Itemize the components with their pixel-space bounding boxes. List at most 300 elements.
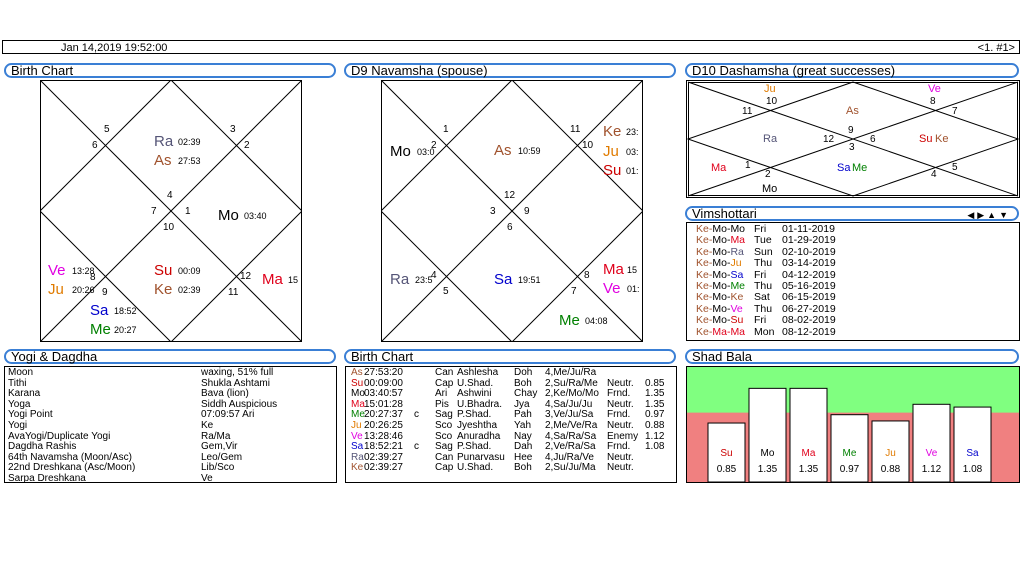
planet-mo: Mo (762, 183, 778, 195)
planet-ke: Ke (603, 123, 622, 140)
pada-syllable: Yah (514, 419, 532, 431)
degree: 20:27:37 (364, 409, 403, 421)
dasha-date: 02-10-2019 (782, 245, 836, 258)
planet: Me (351, 409, 365, 421)
planet-ve: Ve (928, 83, 941, 95)
dasha-lord: Ke (696, 245, 709, 258)
antara-lord: Ve (730, 302, 743, 315)
planet: Ra (351, 451, 364, 463)
planet-as-degree: 10:59 (518, 146, 541, 156)
lords: 4,Me/Ju/Ra (545, 367, 597, 378)
dasha-sep: - (708, 234, 713, 247)
dasha-sep: - (726, 291, 731, 304)
yogi-key: Yoga (8, 398, 31, 410)
dasha-lord: Ke (696, 257, 709, 270)
house-number: 9 (848, 125, 854, 136)
planet: Sa (351, 441, 364, 453)
yogi-row (8, 368, 336, 379)
yogi-row (8, 421, 336, 432)
yogi-key: 22nd Dreshkana (Asc/Moon) (8, 462, 136, 474)
bar-value-su: 0.85 (716, 464, 737, 475)
pada-syllable: Doh (514, 367, 533, 378)
house-number: 1 (185, 206, 191, 217)
yogi-value: Gem,Vir (201, 441, 238, 453)
table-row (351, 368, 676, 379)
dasha-row[interactable] (696, 258, 1019, 269)
yogi-row (8, 389, 336, 400)
relationship: Neutr. (607, 462, 634, 474)
yogi-row (8, 474, 336, 485)
dasha-sep: - (708, 268, 713, 281)
house-number: 4 (167, 190, 173, 201)
pada-syllable: Boh (514, 462, 532, 474)
house-number: 1 (745, 160, 751, 171)
birth-chart-header[interactable]: Birth Chart (4, 63, 336, 78)
house-number: 12 (240, 271, 252, 282)
dasha-lord: Ke (696, 234, 709, 247)
pada-syllable: Jya (514, 398, 530, 410)
dasha-sep: - (708, 291, 713, 304)
lords: 2,Ve/Ra/Sa (545, 441, 596, 453)
planet-ra: Ra (390, 271, 410, 288)
planet-sa-degree: 19:51 (518, 275, 541, 285)
house-number: 1 (443, 124, 449, 135)
vimshottari-header[interactable] (685, 206, 1019, 221)
dasha-day: Thu (754, 279, 773, 292)
house-number: 9 (102, 287, 108, 298)
house-number: 12 (823, 134, 835, 145)
degree: 02:39:27 (364, 462, 403, 474)
planet-ve: Ve (603, 280, 621, 297)
nakshatra: Punarvasu (457, 451, 505, 463)
dasha-lord: Ke (696, 302, 709, 315)
table-row (351, 421, 676, 432)
planet-ma: Ma (262, 271, 283, 288)
yogi-key: Karana (8, 388, 41, 400)
bar-value-sa: 1.08 (962, 464, 983, 475)
house-number: 10 (582, 140, 594, 151)
planet-su: Su (154, 262, 173, 279)
antara-lord: Mo (730, 223, 746, 235)
dasha-date: 04-12-2019 (782, 268, 836, 281)
yogi-row (8, 400, 336, 411)
planet-ra: Ra (763, 133, 778, 145)
yogi-key: Tithi (8, 377, 27, 389)
planet-me-degree: 20:27 (114, 325, 137, 335)
house-number: 2 (765, 169, 771, 180)
bar-label-sa: Sa (966, 448, 979, 459)
relationship: Enemy (607, 430, 639, 442)
dasha-date: 06-27-2019 (782, 302, 836, 315)
bala: 1.35 (645, 388, 665, 400)
yogi-value: Ke (201, 419, 214, 431)
dasha-row[interactable] (696, 235, 1019, 246)
house-number: 6 (870, 134, 876, 145)
planet: Mo (351, 388, 365, 400)
dasha-date: 08-02-2019 (782, 314, 836, 327)
dasha-day: Sun (754, 245, 773, 258)
degree: 20:26:25 (364, 419, 403, 431)
planet-mo: Mo (390, 143, 411, 160)
bar-value-ju: 0.88 (880, 464, 901, 475)
yogi-table (4, 366, 337, 483)
planet-me: Me (90, 321, 111, 338)
yogi-value: 07:09:57 Ari (201, 409, 255, 421)
bhukti-lord: Mo (712, 279, 727, 292)
degree: 27:53:20 (364, 367, 403, 378)
planet-ke-degree: 02:39 (178, 285, 201, 295)
dasha-lord: Ke (696, 279, 709, 292)
yogi-value: Ve (201, 472, 213, 484)
dasha-row[interactable] (696, 292, 1019, 303)
relationship: Frnd. (607, 441, 631, 453)
house-number: 10 (766, 96, 778, 107)
lords: 4,Sa/Ra/Sa (545, 430, 597, 442)
dasha-sep: - (726, 302, 731, 315)
dasha-day: Thu (754, 257, 773, 270)
planet-sa: Sa (494, 271, 513, 288)
planet-as: As (154, 152, 172, 169)
planet: Su (351, 377, 364, 389)
yogi-key: AvaYogi/Duplicate Yogi (8, 430, 111, 442)
dasha-sep: - (708, 302, 713, 315)
sign: Sag (435, 409, 453, 421)
bar-value-me: 0.97 (839, 464, 860, 475)
dasha-date: 01-11-2019 (782, 223, 835, 235)
dasha-sep: - (708, 257, 713, 270)
shadbala-chart (686, 366, 1020, 483)
house-number: 3 (490, 206, 496, 217)
pada-syllable: Dah (514, 441, 533, 453)
dasha-sep: - (708, 314, 713, 327)
planet-ju: Ju (764, 83, 776, 95)
nakshatra: Jyeshtha (457, 419, 498, 431)
lords: 3,Ve/Ju/Sa (545, 409, 594, 421)
antara-lord: Su (730, 314, 744, 327)
relationship: Frnd. (607, 409, 631, 421)
house-number: 8 (90, 272, 96, 283)
dasha-sep: - (726, 245, 731, 258)
nakshatra: Ashwini (457, 388, 492, 400)
planet-ma-degree: 15 (627, 265, 638, 275)
planet-mo: Mo (218, 207, 239, 224)
yogi-row (8, 379, 336, 390)
bhukti-lord: Mo (712, 245, 727, 258)
yogi-value: Lib/Sco (201, 462, 235, 474)
antara-lord: Ma (730, 234, 746, 247)
bar-label-ma: Ma (801, 448, 816, 459)
sign: Cap (435, 377, 454, 389)
dasha-day: Fri (754, 314, 767, 327)
degree: 03:40:57 (364, 388, 403, 400)
sign: Can (435, 367, 454, 378)
planet-ju-degree: 03: (626, 147, 639, 157)
planet-ke: Ke (935, 133, 949, 145)
planet: Ma (351, 398, 365, 410)
dasha-lord: Ke (696, 268, 709, 281)
antara-lord: Ma (730, 325, 746, 338)
yogi-key: Sarpa Dreshkana (8, 472, 86, 484)
dasha-date: 01-29-2019 (782, 234, 836, 247)
dasha-sep: - (726, 325, 731, 338)
sign: Sco (435, 430, 453, 442)
strength-zone-above (687, 367, 1020, 414)
planet-sa: Sa (837, 162, 851, 174)
nakshatra: Ashlesha (457, 367, 499, 378)
bar-label-me: Me (842, 448, 857, 459)
yogi-header[interactable]: Yogi & Dagdha (4, 349, 336, 364)
birth-table-header[interactable]: Birth Chart (344, 349, 676, 364)
planet-ma-degree: 15 (288, 275, 299, 285)
birth-chart[interactable] (40, 80, 302, 342)
dasha-lord: Ke (696, 314, 709, 327)
planet-su: Su (919, 133, 933, 145)
lords: 2,Ke/Mo/Mo (545, 388, 599, 400)
dasha-sep: - (726, 257, 731, 270)
pada-syllable: Pah (514, 409, 532, 421)
dasha-sep: - (708, 223, 713, 235)
nakshatra: U.Shad. (457, 462, 494, 474)
planet-positions-table (345, 366, 677, 483)
lords: 4,Ju/Ra/Ve (545, 451, 594, 463)
planet-sa: Sa (90, 302, 109, 319)
house-number: 12 (504, 190, 516, 201)
nakshatra: U.Bhadra. (457, 398, 503, 410)
planet-su: Su (603, 162, 622, 179)
planet: Ju (351, 419, 362, 431)
dasha-day: Fri (754, 223, 767, 235)
house-number: 7 (151, 206, 157, 217)
dasha-day: Mon (754, 325, 775, 338)
chart-navigator[interactable]: <1. #1> (977, 42, 1015, 54)
pada-syllable: Chay (514, 388, 538, 400)
bhukti-lord: Mo (712, 234, 727, 247)
relationship: Neutr. (607, 377, 634, 389)
bhukti-lord: Mo (712, 291, 727, 304)
planet-ke-degree: 23: (626, 127, 639, 137)
yogi-value: Leo/Gem (201, 451, 243, 463)
planet-me: Me (559, 312, 580, 329)
yogi-key: Moon (8, 367, 34, 378)
planet: As (351, 367, 363, 378)
dasha-sep: - (708, 279, 713, 292)
sign: Pis (435, 398, 449, 410)
table-row (351, 463, 676, 474)
house-number: 4 (431, 270, 437, 281)
lords: 2,Su/Ju/Ma (545, 462, 596, 474)
bala: 0.88 (645, 419, 665, 431)
vimshottari-nav-arrows[interactable]: ◀▶▲▼ (967, 210, 1011, 220)
dasha-lord: Ke (696, 223, 709, 235)
degree: 13:28:46 (364, 430, 403, 442)
planet-su-degree: 01: (626, 166, 639, 176)
planet-ma: Ma (603, 261, 624, 278)
relationship: Frnd. (607, 388, 631, 400)
bar-label-su: Su (720, 448, 733, 459)
nakshatra: U.Shad. (457, 377, 494, 389)
bala: 1.35 (645, 398, 665, 410)
dasha-day: Thu (754, 302, 773, 315)
yogi-row (8, 410, 336, 421)
house-number: 2 (431, 140, 437, 151)
bar-label-ju: Ju (885, 448, 896, 459)
dashamsha-chart[interactable] (686, 80, 1020, 198)
dasha-sep: - (708, 325, 713, 338)
relationship: Neutr. (607, 398, 634, 410)
bar-label-mo: Mo (760, 448, 775, 459)
house-number: 11 (742, 106, 753, 117)
bala: 1.08 (645, 441, 665, 453)
planet-me: Me (852, 162, 868, 174)
yogi-value: waxing, 51% full (201, 367, 274, 378)
dasha-sep: - (726, 234, 731, 247)
antara-lord: Me (730, 279, 746, 292)
house-number: 7 (952, 106, 958, 117)
dasha-row[interactable] (696, 304, 1019, 315)
vimshottari-list[interactable] (686, 222, 1020, 341)
bhukti-lord: Mo (712, 223, 727, 235)
dasha-date: 05-16-2019 (782, 279, 836, 292)
relationship: Neutr. (607, 451, 634, 463)
dasha-day: Sat (754, 291, 770, 304)
dasha-date: 08-12-2019 (782, 325, 836, 338)
house-number: 8 (930, 96, 936, 107)
planet-me-degree: 04:08 (585, 316, 608, 326)
navamsha-header[interactable]: D9 Navamsha (spouse) (344, 63, 676, 78)
planet: Ve (351, 430, 363, 442)
sign: Sco (435, 419, 453, 431)
nakshatra: P.Shad. (457, 409, 492, 421)
house-number: 7 (571, 286, 577, 297)
planet-as: As (846, 105, 859, 117)
dasha-sep: - (708, 245, 713, 258)
degree: 00:09:00 (364, 377, 403, 389)
planet-mo-degree: 03:40 (244, 211, 267, 221)
bar-value-ve: 1.12 (921, 464, 942, 475)
bhukti-lord: Mo (712, 257, 727, 270)
pada-syllable: Boh (514, 377, 532, 389)
planet-as: As (494, 142, 512, 159)
house-number: 6 (507, 222, 513, 233)
yogi-value: Bava (lion) (201, 388, 249, 400)
planet-ju: Ju (603, 143, 619, 160)
dasha-date: 06-15-2019 (782, 291, 836, 304)
navamsha-chart[interactable] (381, 80, 643, 342)
yogi-key: 64th Navamsha (Moon/Asc) (8, 451, 132, 463)
sign: Cap (435, 462, 454, 474)
degree: 02:39:27 (364, 451, 403, 463)
dasha-date: 03-14-2019 (782, 257, 836, 270)
house-number: 5 (104, 124, 110, 135)
bala: 0.85 (645, 377, 665, 389)
relationship: Neutr. (607, 419, 634, 431)
lords: 2,Me/Ve/Ra (545, 419, 598, 431)
yogi-value: Siddh Auspicious (201, 398, 278, 410)
nakshatra: Anuradha (457, 430, 501, 442)
sign: Ari (435, 388, 448, 400)
datetime: Jan 14,2019 19:52:00 (61, 42, 168, 54)
bhukti-lord: Ma (712, 325, 727, 338)
house-number: 6 (92, 140, 98, 151)
dasha-day: Tue (754, 234, 772, 247)
bar-value-ma: 1.35 (798, 464, 819, 475)
antara-lord: Ra (730, 245, 744, 258)
dashamsha-header[interactable]: D10 Dashamsha (great successes) (685, 63, 1019, 78)
bala: 0.97 (645, 409, 665, 421)
bala: 1.12 (645, 430, 665, 442)
sign: Can (435, 451, 454, 463)
lords: 2,Su/Ra/Me (545, 377, 598, 389)
house-number: 9 (524, 206, 530, 217)
yogi-value: Ra/Ma (201, 430, 231, 442)
planet-sa-degree: 18:52 (114, 306, 137, 316)
planet-ve-degree: 01: (627, 284, 640, 294)
bhukti-lord: Mo (712, 268, 727, 281)
antara-lord: Sa (730, 268, 744, 281)
house-number: 8 (584, 270, 590, 281)
planet: Ke (351, 462, 364, 474)
house-number: 5 (443, 286, 449, 297)
planet-ve-degree: 13:28 (72, 266, 95, 276)
sign: Sag (435, 441, 453, 453)
lords: 4,Sa/Ju/Ju (545, 398, 593, 410)
dasha-sep: - (726, 223, 731, 235)
retro-flag: c (414, 409, 419, 421)
degree: 18:52:21 (364, 441, 403, 453)
pada-syllable: Nay (514, 430, 532, 442)
vimshottari-title: Vimshottari (692, 206, 757, 221)
dasha-row[interactable] (696, 281, 1019, 292)
nakshatra: P.Shad. (457, 441, 492, 453)
dasha-row[interactable] (696, 247, 1019, 258)
planet-mo-degree: 03:0 (417, 147, 435, 157)
dasha-day: Fri (754, 268, 767, 281)
house-number: 3 (849, 142, 855, 153)
house-number: 11 (228, 287, 239, 298)
planet-ke: Ke (154, 281, 173, 298)
dasha-sep: - (726, 268, 731, 281)
yogi-key: Dagdha Rashis (8, 441, 77, 453)
planet-ve: Ve (48, 262, 66, 279)
antara-lord: Ke (730, 291, 744, 304)
bhukti-lord: Mo (712, 314, 727, 327)
dasha-lord: Ke (696, 325, 709, 338)
yogi-value: Shukla Ashtami (201, 377, 270, 389)
dasha-lord: Ke (696, 291, 709, 304)
shadbala-header[interactable]: Shad Bala (685, 349, 1019, 364)
dasha-row[interactable] (696, 327, 1019, 338)
planet-su-degree: 00:09 (178, 266, 201, 276)
planet-ra: Ra (154, 133, 174, 150)
planet-as-degree: 27:53 (178, 156, 201, 166)
house-number: 2 (244, 140, 250, 151)
bar-value-mo: 1.35 (757, 464, 778, 475)
bhukti-lord: Mo (712, 302, 727, 315)
planet-ju-degree: 20:26 (72, 285, 95, 295)
bar-label-ve: Ve (925, 448, 938, 459)
house-number: 11 (570, 124, 581, 135)
house-number: 10 (163, 222, 175, 233)
datetime-bar (2, 40, 1020, 54)
planet-ju: Ju (48, 281, 64, 298)
house-number: 5 (952, 162, 958, 173)
house-number: 3 (230, 124, 236, 135)
yogi-key: Yogi Point (8, 409, 53, 421)
dasha-sep: - (726, 314, 731, 327)
planet-ra-degree: 23:5 (415, 275, 433, 285)
house-number: 4 (931, 169, 937, 180)
planet-ra-degree: 02:39 (178, 137, 201, 147)
